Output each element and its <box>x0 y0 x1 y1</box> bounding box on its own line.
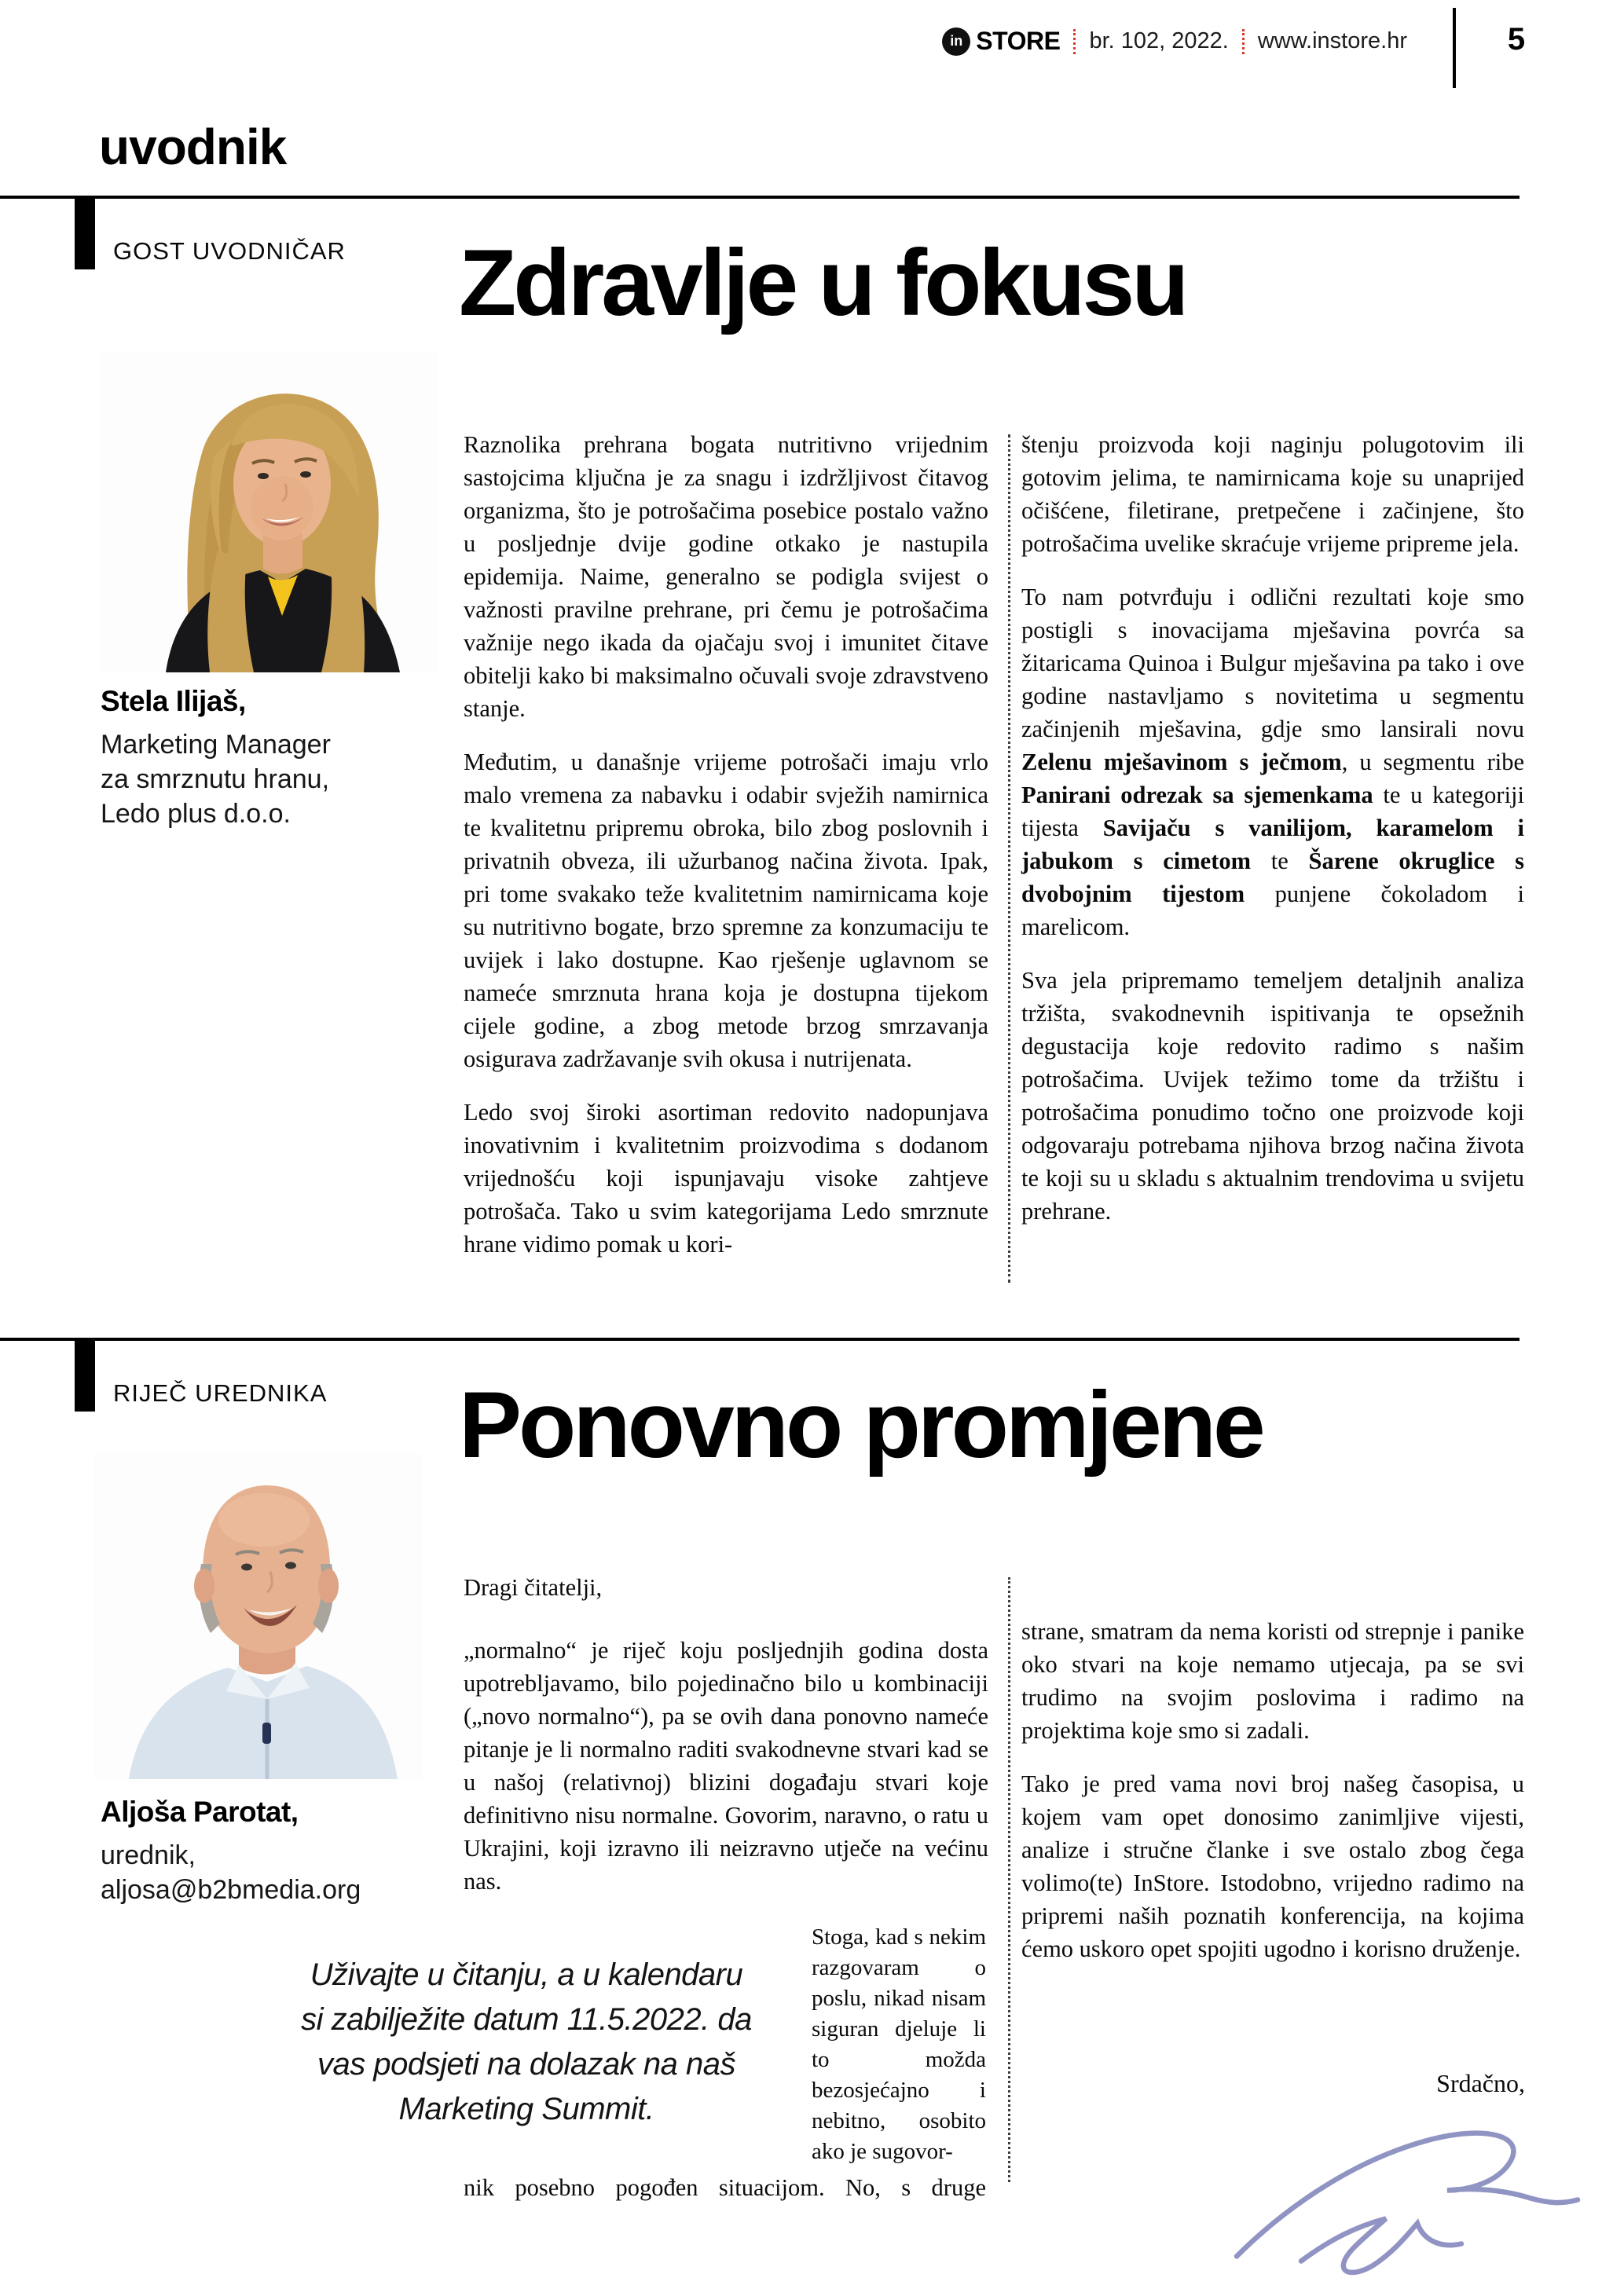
author-role <box>101 727 331 831</box>
section-title: uvodnik <box>99 119 287 175</box>
paragraph: Raznolika prehrana bogata nutritivno vrijednim sastojcima ključna je za snagu i izdržljivost čitavog organizma, što je potrošačima posebice postalo važno u posljednje dvije godine otkako je nastupila epidemija. Naime, generalno se podigla svijest o važnosti pravilne prehrane, pri čemu je potrošačima važnije nego ikada da ojačaju svoj i imunitet čitave obitelji kako bi maksimalno očuvali svoje zdravstveno stanje. <box>464 431 988 722</box>
article1-column-2 <box>1021 428 1524 1248</box>
text-line: vas podsjeti na dolazak na naš <box>317 2047 736 2082</box>
article2-column-2 <box>1021 1615 1524 1986</box>
signature-scribble-icon <box>1226 2093 1587 2281</box>
closing-salutation: Srdačno, <box>1436 2069 1525 2097</box>
page-number: 5 <box>1507 22 1526 57</box>
text-line: urednik, <box>101 1840 196 1870</box>
paragraph: Međutim, u današnje vrijeme potrošači imaju vrlo malo vremena za nabavku i odabir svježih namirnica te kvalitetnu pripremu obroka, bilo zbog poslovnih i privatnih obveza, ili užurbanog načina života. Ipak, pri tome svakako teže kvalitetnim namirnicama koje su nutritivno bogate, brzo spremne za konzumaciju te uvijek i lako dostupne. Kao rješenje uglavnom se nameće smrznuta hrana koja je dostupna tijekom cijele godine, a zbog metode brzog smrzavanja osigurava zadržavanje svih okusa i nutrijenata. <box>464 749 988 1072</box>
article-headline: Zdravlje u fokusu <box>459 230 1186 335</box>
paragraph: Ledo svoj široki asortiman redovito nadopunjava inovativnim i kvalitetnim proizvodima s dodanom vrijednošću koji ispunjavaju visoke zahtjeve potrošača. Tako u svim kategorijama Ledo smrznute hrane vidimo pomak u kori- <box>464 1099 988 1258</box>
portrait-woman-illustration <box>100 352 438 672</box>
website-url: www.instore.hr <box>1257 28 1407 53</box>
instore-logo-word: STORE <box>976 27 1061 55</box>
kicker-label: GOST UVODNIČAR <box>113 237 346 265</box>
paragraph: Tako je pred vama novi broj našeg časopisa, u kojem vam opet donosimo zanimljive vijesti, analize i stručne članke i sve ostalo zbog čega volimo(te) InStore. Istodobno, vrijedno radimo na pripremi naših poznatih konferencija, na kojima ćemo uskoro opet spojiti ugodno i korisno druženje. <box>1021 1771 1524 1962</box>
paragraph: To nam potvrđuju i odlični rezultati koje smo postigli s inovacijama mješavina povrća sa žitaricama Quinoa i Bulgur mješavina pa tako i ove godine nastavljamo s novitetima u segmentu začinjenih mješavina, gdje smo lansirali novu Zelenu mješavinom s ječmom, u segmentu ribe Panirani odrezak sa sjemenkama te u kategoriji tijesta Savijaču s vanilijom, karamelom i jabukom s cimetom te Šarene okruglice s dvobojnim tijestom punjene čokoladom i marelicom. <box>1021 584 1525 940</box>
article-headline: Ponovno promjene <box>459 1372 1263 1478</box>
column-divider <box>1008 434 1010 1283</box>
author-caption <box>101 1796 361 1907</box>
text-line: Uživajte u čitanju, a u kalendaru <box>310 1957 743 1992</box>
portrait-man-illustration <box>93 1454 423 1779</box>
issue-number: br. 102, 2022. <box>1089 28 1229 53</box>
paragraph: štenju proizvoda koji naginju polugotovim ili gotovim jelima, te namirnicama koje su unaprijed očišćene, filetirane, pretpečene i začinjene, što potrošačima uvelike skraćuje vrijeme pripreme jela. <box>1021 431 1524 557</box>
article2-column-1 <box>464 1571 988 1918</box>
header-separator-icon <box>1073 29 1076 54</box>
author-caption <box>101 685 331 831</box>
kicker-label: RIJEČ UREDNIKA <box>113 1379 328 1407</box>
paragraph: Dragi čitatelji, <box>464 1574 603 1601</box>
text-line: aljosa@b2bmedia.org <box>101 1875 361 1905</box>
author-photo-stela <box>100 352 438 672</box>
editor-signature <box>1226 2093 1587 2281</box>
author-role <box>101 1838 361 1907</box>
text-line: si zabilježite datum 11.5.2022. da <box>301 2002 752 2037</box>
paragraph: „normalno“ je riječ koju posljednjih godina dosta upotrebljavamo, bilo pojedinačno bilo u kombinaciji („novo normalno“), pa se ovih dana ponovno nameće pitanje je li normalno raditi svakodnevne stvari kad se u našoj (relativnoj) blizini događaju stvari koje definitivno nisu normalne. Govorim, naravno, o ratu u Ukrajini, koji izravno ili neizravno utječe na većinu nas. <box>464 1637 988 1895</box>
text-line: Marketing Manager <box>101 730 331 760</box>
paragraph: strane, smatram da nema koristi od strepnje i panike oko stvari na koje nemamo utjecaja, pa se svi trudimo na svojim poslovima i radimo na projektima koje smo si zadali. <box>1021 1618 1524 1744</box>
author-photo-aljosa <box>93 1454 423 1779</box>
author-name: Stela Ilijaš, <box>101 685 246 717</box>
pull-quote <box>266 1953 787 2132</box>
header-divider <box>1453 8 1456 88</box>
kicker-bar <box>75 1341 95 1412</box>
header-separator-icon <box>1242 29 1245 54</box>
column-divider <box>1008 1577 1010 2182</box>
narrow-text-column: Stoga, kad s nekim razgovaram o poslu, nikad nisam siguran djeluje li to možda bezosjećajno i nebitno, osobito ako je sugovor- <box>812 1924 986 2164</box>
paragraph: Sva jela pripremamo temeljem detaljnih analiza tržišta, svakodnevnih ispitivanja te opsežnih degustacija koje redovito radimo s našim potrošačima. Uvijek težimo tome da tržištu i potrošačima ponudimo točno one proizvode koji odgovaraju potrebama njihova brzog načina života te koji su u skladu s aktualnim trendovima u svijetu prehrane. <box>1021 967 1524 1225</box>
kicker-bar <box>75 199 95 269</box>
column-overflow-line: nik posebno pogođen situacijom. No, s druge <box>464 2174 986 2201</box>
instore-logo-mark-icon: in <box>942 27 970 56</box>
author-name: Aljoša Parotat, <box>101 1796 299 1828</box>
text-line: Ledo plus d.o.o. <box>101 799 291 829</box>
page-header <box>942 27 1407 56</box>
instore-logo <box>942 27 1060 56</box>
section-rule <box>0 1338 1520 1341</box>
text-line: Marketing Summit. <box>398 2092 654 2126</box>
article1-column-1 <box>464 428 988 1281</box>
text-line: za smrznutu hranu, <box>101 764 330 794</box>
section-rule <box>0 196 1520 199</box>
